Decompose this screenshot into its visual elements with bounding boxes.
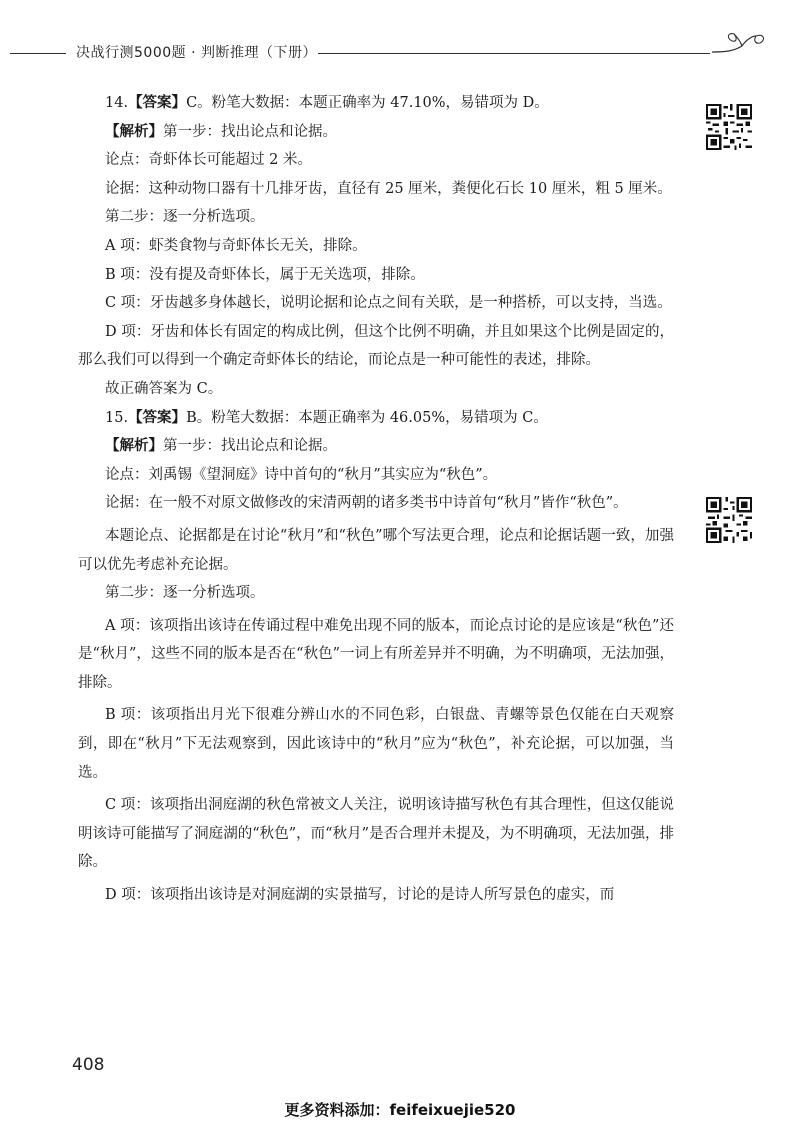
q15-analysis-heading <box>78 432 674 461</box>
q14-line: 论据：这种动物口器有十几排牙齿，直径有 25 厘米，粪便化石长 10 厘米，粗 5 厘米。 <box>105 180 672 197</box>
q15-line: 第二步：逐一分析选项。 <box>105 585 265 602</box>
q15-line: C 项：该项指出洞庭湖的秋色常被文人关注，说明该诗描写秋色有其合理性，但这仅能说明该诗可能描写了洞庭湖的“秋色”，而“秋月”是否合理并未提及，为不明确项，无法加强，排除。 <box>78 797 674 871</box>
q14-answer-heading <box>78 89 674 118</box>
page-number: 408 <box>72 1055 105 1075</box>
q15-line: 本题论点、论据都是在讨论“秋月”和“秋色”哪个写法更合理，论点和论据话题一致，加强可以优先考虑补充论据。 <box>78 527 674 573</box>
q14-analysis-heading <box>78 118 674 147</box>
q14-line: D 项：牙齿和体长有固定的构成比例，但这个比例不明确，并且如果这个比例是固定的，那么我们可以得到一个确定奇虾体长的结论，而论点是一种可能性的表述，排除。 <box>78 323 674 369</box>
q14-number: 14. <box>105 95 129 111</box>
q15-line: B 项：该项指出月光下很难分辨山水的不同色彩，白银盘、青螺等景色仅能在白天观察到，即在“秋月”下无法观察到，因此该诗中的“秋月”应为“秋色”，补充论据，可以加强，当选。 <box>78 707 674 781</box>
q15-answer-text: B。粉笔大数据：本题正确率为 46.05%，易错项为 C。 <box>186 409 548 426</box>
q14-line: B 项：没有提及奇虾体长，属于无关选项，排除。 <box>105 266 425 283</box>
qr-code-icon <box>706 497 752 543</box>
analysis-label: 【解析】 <box>105 123 163 140</box>
sprout-icon <box>712 30 768 64</box>
running-header <box>0 36 800 66</box>
q15-number: 15. <box>105 409 129 426</box>
q14-analysis-step: 第一步：找出论点和论据。 <box>163 123 337 140</box>
q14-line: 论点：奇虾体长可能超过 2 米。 <box>105 152 312 169</box>
q15-line: 论点：刘禹锡《望洞庭》诗中首句的“秋月”其实应为“秋色”。 <box>105 466 498 483</box>
q14-answer-text: C。粉笔大数据：本题正确率为 47.10%，易错项为 D。 <box>186 95 549 111</box>
q14-line: A 项：虾类食物与奇虾体长无关，排除。 <box>105 237 367 254</box>
analysis-label: 【解析】 <box>105 438 163 455</box>
q15-line: D 项：该项指出该诗是对洞庭湖的实景描写，讨论的是诗人所写景色的虚实，而 <box>105 887 615 904</box>
q15-analysis-step: 第一步：找出论点和论据。 <box>163 438 337 455</box>
footer-note: 更多资料添加：feifeixuejie520 <box>284 1101 516 1119</box>
q15-answer-heading <box>78 404 674 433</box>
q14-line: 第二步：逐一分析选项。 <box>105 209 265 226</box>
answer-label: 【答案】 <box>128 409 187 426</box>
qr-code-icon <box>706 104 752 150</box>
answer-explanations <box>78 89 674 910</box>
header-rule-left <box>10 53 66 54</box>
q15-line: A 项：该项指出该诗在传诵过程中难免出现不同的版本，而论点讨论的是应该是“秋色”还是“秋月”，这些不同的版本是否在“秋色”一词上有所差异并不明确，为不明确项，无法加强，排除。 <box>78 617 674 691</box>
q14-line: 故正确答案为 C。 <box>105 380 223 397</box>
q15-line: 论据：在一般不对原文做修改的宋清两朝的诸多类书中诗首句“秋月”皆作“秋色”。 <box>105 495 628 512</box>
header-title: 决战行测5000题 · 判断推理（下册） <box>76 45 317 61</box>
header-rule-right <box>318 53 710 54</box>
answer-label: 【答案】 <box>128 95 187 111</box>
q14-line: C 项：牙齿越多身体越长，说明论据和论点之间有关联，是一种搭桥，可以支持，当选。 <box>105 295 672 312</box>
